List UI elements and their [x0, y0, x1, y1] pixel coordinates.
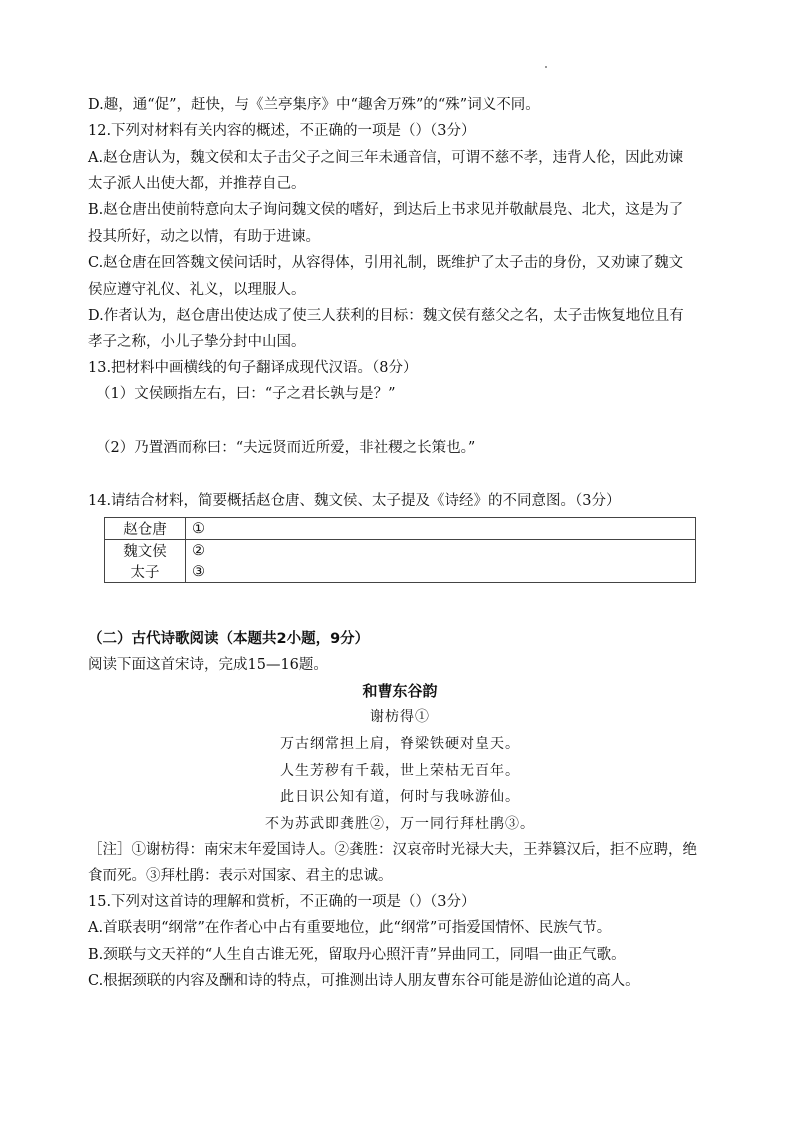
q12-option-b-line2: 投其所好，动之以情，有助于进谏。	[88, 229, 320, 245]
q13-sentence-2: （2）乃置酒而称曰：“夫远贤而近所爱，非社稷之长策也。”	[96, 440, 476, 456]
table-row-name: 魏文侯	[105, 540, 186, 562]
q12-option-d-line1: D.作者认为，赵仓唐出使达成了使三人获利的目标：魏文侯有慈父之名，太子击恢复地位且有	[88, 308, 684, 324]
question-13: 13.把材料中画横线的句子翻译成现代汉语。（8分）	[88, 360, 418, 376]
q15-option-b: B.颈联与文天祥的“人生自古谁无死，留取丹心照汗青”异曲同工，同唱一曲正气歌。	[88, 947, 626, 963]
q12-option-c-line1: C.赵仓唐在回答魏文侯问话时，从容得体，引用礼制，既维护了太子击的身份，又劝谏了魏文	[88, 255, 684, 271]
answer-blank-1[interactable]: ①	[186, 518, 696, 540]
poem-line-1: 万古纲常担上肩，脊梁铁硬对皇天。	[280, 736, 520, 752]
q12-option-d-line2: 孝子之称，小儿子挚分封中山国。	[88, 334, 306, 350]
table-row-name: 赵仓唐	[105, 518, 186, 540]
table-row-name: 太子	[105, 561, 186, 583]
poem-line-4: 不为苏武即龚胜②，万一同行拜杜鹃③。	[265, 816, 535, 832]
q13-sentence-1: （1）文侯顾指左右，曰：“子之君长孰与是？”	[96, 386, 396, 402]
option-d-line: D.趣，通“促”，赶快，与《兰亭集序》中“趣舍万殊”的“殊”词义不同。	[88, 97, 540, 113]
poem-author: 谢枋得①	[370, 709, 430, 725]
scan-speck	[545, 66, 547, 68]
q12-option-a-line2: 太子派人出使大都，并推荐自己。	[88, 176, 306, 192]
q15-option-c: C.根据颈联的内容及酬和诗的特点，可推测出诗人朋友曹东谷可能是游仙论道的高人。	[88, 973, 640, 989]
q14-answer-table	[104, 517, 696, 583]
section-2-heading: （二）古代诗歌阅读（本题共2小题，9分）	[88, 631, 370, 647]
poem-line-3: 此日识公知有道，何时与我咏游仙。	[280, 789, 520, 805]
q12-option-c-line2: 侯应遵守礼仪、礼义，以理服人。	[88, 282, 306, 298]
section-2-intro: 阅读下面这首宋诗，完成15—16题。	[88, 657, 328, 673]
answer-blank-2[interactable]: ②	[186, 540, 696, 562]
q12-option-b-line1: B.赵仓唐出使前特意向太子询问魏文侯的嗜好，到达后上书求见并敬献晨凫、北犬，这是为了	[88, 202, 684, 218]
question-14: 14.请结合材料，简要概括赵仓唐、魏文侯、太子提及《诗经》的不同意图。（3分）	[88, 493, 621, 509]
question-15: 15.下列对这首诗的理解和赏析，不正确的一项是（）（3分）	[88, 894, 476, 910]
poem-line-2: 人生芳秽有千载，世上荣枯无百年。	[280, 763, 520, 779]
poem-note-line2: 食而死。③拜杜鹃：表示对国家、君主的忠诚。	[88, 868, 393, 884]
q12-option-a-line1: A.赵仓唐认为，魏文侯和太子击父子之间三年未通音信，可谓不慈不孝，违背人伦，因此劝谏	[88, 150, 684, 166]
question-12: 12.下列对材料有关内容的概述，不正确的一项是（）（3分）	[88, 123, 476, 139]
poem-note-line1: ［注］①谢枋得：南宋末年爱国诗人。②龚胜：汉哀帝时光禄大夫，王莽篡汉后，拒不应聘，绝	[88, 842, 697, 858]
answer-blank-3[interactable]: ③	[186, 561, 696, 583]
q15-option-a: A.首联表明“纲常”在作者心中占有重要地位，此“纲常”可指爱国情怀、民族气节。	[88, 920, 612, 936]
poem-title: 和曹东谷韵	[362, 682, 438, 700]
